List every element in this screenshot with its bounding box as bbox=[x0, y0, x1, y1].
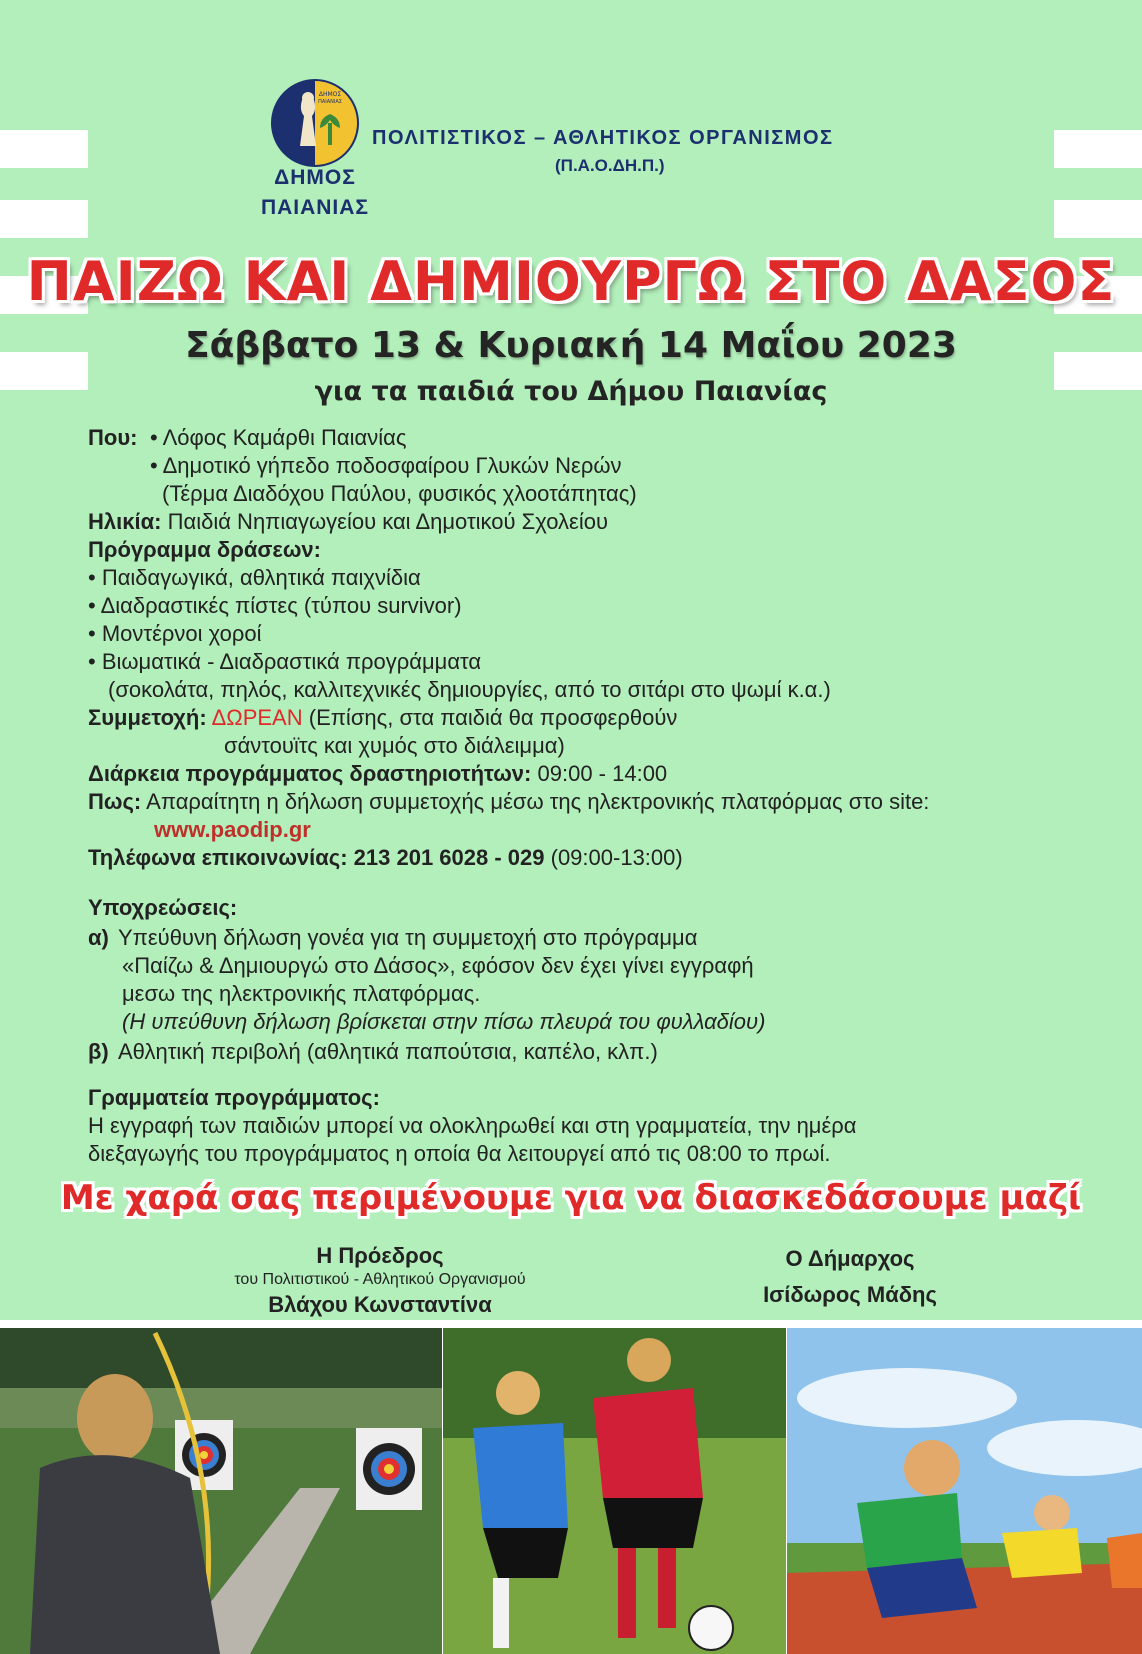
program-item: • Μοντέρνοι χοροί bbox=[88, 621, 262, 646]
municipality-logo bbox=[270, 78, 360, 168]
svg-text:ΔΗΜΟΣ: ΔΗΜΟΣ bbox=[318, 91, 342, 98]
president-title: Η Πρόεδρος bbox=[316, 1243, 444, 1268]
municipality-name-line2: ΠΑΙΑΝΙΑΣ bbox=[260, 196, 370, 219]
program-item: • Παιδαγωγικά, αθλητικά παιχνίδια bbox=[88, 565, 421, 590]
how-value: Απαραίτητη η δήλωση συμμετοχής μέσω της ηλεκτρονικής πλατφόρμας στο site: bbox=[146, 789, 930, 814]
program-note: (σοκολάτα, πηλός, καλλιτεχνικές δημιουργίες, από το σιτάρι στο ψωμί κ.α.) bbox=[108, 677, 831, 702]
running-photo bbox=[787, 1328, 1142, 1654]
duration-label: Διάρκεια προγράμματος δραστηριοτήτων: bbox=[88, 761, 532, 786]
phones-row bbox=[88, 844, 683, 872]
mayor-name: Ισίδωρος Μάδης bbox=[763, 1282, 937, 1307]
obligation-a-line2: «Παίζω & Δημιουργώ στο Δάσος», εφόσον δεν έχει γίνει εγγραφή bbox=[122, 953, 754, 978]
obligation-a-marker: α) bbox=[88, 925, 109, 950]
event-title: ΠΑΙΖΩ ΚΑΙ ΔΗΜΙΟΥΡΓΩ ΣΤΟ ΔΑΣΟΣ bbox=[26, 250, 1116, 313]
where-location-note: (Τέρμα Διαδόχου Παύλου, φυσικός χλοοτάπητας) bbox=[162, 481, 637, 506]
secretariat-line1: Η εγγραφή των παιδιών μπορεί να ολοκληρωθεί και στη γραμματεία, την ημέρα bbox=[88, 1113, 857, 1138]
organization-abbreviation: (Π.Α.Ο.ΔΗ.Π.) bbox=[555, 156, 665, 175]
decor-bar bbox=[0, 130, 88, 168]
obligation-b-marker: β) bbox=[88, 1039, 109, 1064]
obligation-a-line3: μεσω της ηλεκτρονικής πλατφόρμας. bbox=[122, 981, 481, 1006]
president-name: Βλάχου Κωνσταντίνα bbox=[268, 1292, 492, 1317]
photo-strip bbox=[0, 1320, 1142, 1654]
phones-label: Τηλέφωνα επικοινωνίας: 213 201 6028 - 029 bbox=[88, 845, 545, 870]
svg-text:ΠΑΙΑΝΙΑΣ: ΠΑΙΑΝΙΑΣ bbox=[318, 99, 342, 105]
website-link[interactable]: www.paodip.gr bbox=[154, 817, 311, 842]
decor-bar bbox=[0, 200, 88, 238]
program-item: • Διαδραστικές πίστες (τύπου survivor) bbox=[88, 593, 462, 618]
phones-hours: (09:00-13:00) bbox=[550, 845, 683, 870]
how-label: Πως: bbox=[88, 789, 142, 814]
obligations-label: Υποχρεώσεις: bbox=[88, 895, 238, 920]
age-value: Παιδιά Νηπιαγωγείου και Δημοτικού Σχολείου bbox=[167, 509, 609, 534]
how-row bbox=[88, 788, 929, 816]
obligation-b-line: Αθλητική περιβολή (αθλητικά παπούτσια, καπέλο, κλπ.) bbox=[118, 1039, 658, 1064]
soccer-photo bbox=[443, 1328, 786, 1654]
where-location-1: • Λόφος Καμάρθι Παιανίας bbox=[150, 425, 407, 450]
age-label: Ηλικία: bbox=[88, 509, 162, 534]
event-dates: Σάββατο 13 & Κυριακή 14 Μαΐου 2023 bbox=[185, 325, 957, 366]
program-label: Πρόγραμμα δράσεων: bbox=[88, 537, 321, 562]
event-audience: για τα παιδιά του Δήμου Παιανίας bbox=[314, 376, 828, 407]
archery-photo bbox=[0, 1328, 442, 1654]
participation-label: Συμμετοχή: bbox=[88, 705, 207, 730]
secretariat-line2: διεξαγωγής του προγράμματος η οποία θα λειτουργεί από τις 08:00 το πρωί. bbox=[88, 1141, 831, 1166]
obligation-a-note: (Η υπεύθυνη δήλωση βρίσκεται στην πίσω πλευρά του φυλλαδίου) bbox=[122, 1009, 766, 1034]
program-item: • Βιωματικά - Διαδραστικά προγράμματα bbox=[88, 649, 482, 674]
where-label: Που: bbox=[88, 425, 138, 450]
closing-message: Με χαρά σας περιμένουμε για να διασκεδάσουμε μαζί bbox=[60, 1178, 1082, 1218]
mayor-title: Ο Δήμαρχος bbox=[785, 1246, 915, 1271]
decor-bar bbox=[1054, 200, 1142, 238]
secretariat-label: Γραμματεία προγράμματος: bbox=[88, 1085, 380, 1110]
obligation-a-line1: Υπεύθυνη δήλωση γονέα για τη συμμετοχή στο πρόγραμμα bbox=[118, 925, 698, 950]
president-org: του Πολιτιστικού - Αθλητικού Οργανισμού bbox=[234, 1271, 526, 1288]
organization-name: ΠΟΛΙΤΙΣΤΙΚΟΣ – ΑΘΛΗΤΙΚΟΣ ΟΡΓΑΝΙΣΜΟΣ bbox=[372, 127, 834, 149]
decor-bar bbox=[1054, 130, 1142, 168]
age-row bbox=[88, 508, 608, 536]
participation-note-2: σάντουϊτς και χυμός στο διάλειμμα) bbox=[224, 733, 565, 758]
duration-value: 09:00 - 14:00 bbox=[537, 761, 668, 786]
participation-row bbox=[88, 704, 677, 732]
participation-free-badge: ΔΩΡΕΑΝ bbox=[211, 705, 303, 730]
duration-row bbox=[88, 760, 667, 788]
municipality-name-line1: ΔΗΜΟΣ bbox=[274, 166, 356, 189]
participation-note: (Επίσης, στα παιδιά θα προσφερθούν bbox=[308, 705, 678, 730]
where-location-2: • Δημοτικό γήπεδο ποδοσφαίρου Γλυκών Νερών bbox=[150, 453, 622, 478]
